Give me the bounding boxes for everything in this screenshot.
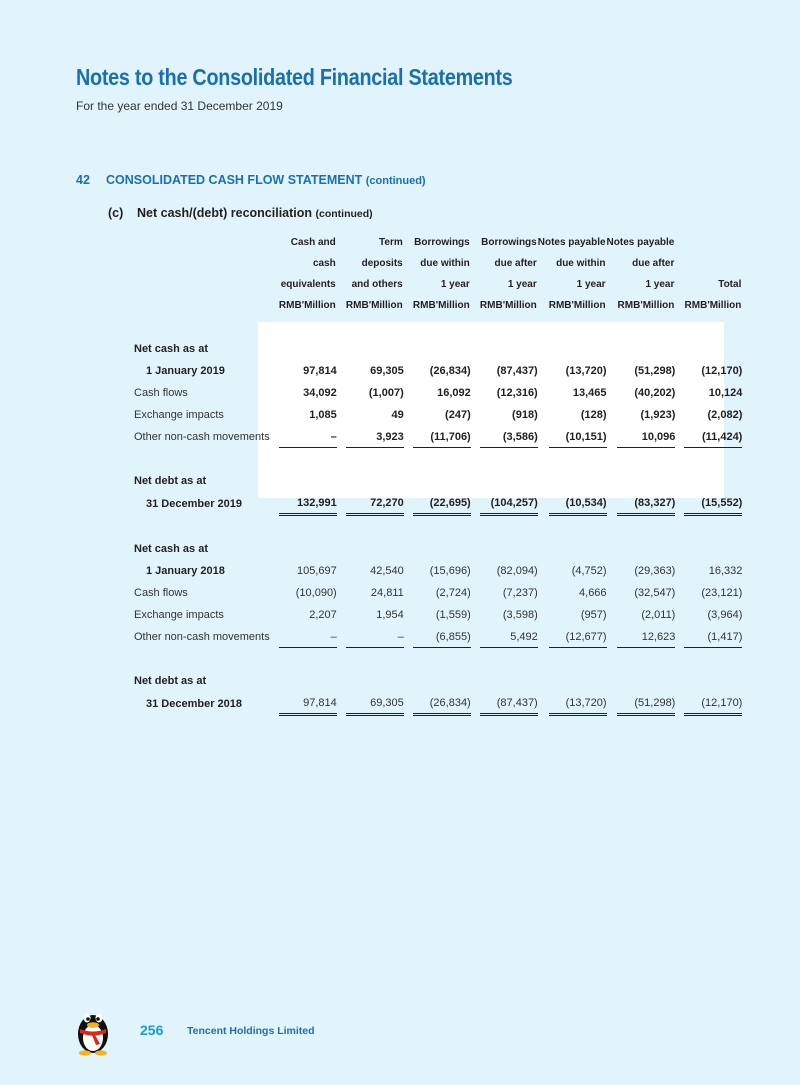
column-header: Total RMB'Million (684, 279, 742, 311)
table-cell: (10,151) (549, 427, 607, 448)
table-cell: 69,305 (346, 693, 404, 716)
column-header: Notes payable due after 1 year RMB'Million (606, 237, 675, 311)
table-cell: 10,096 (617, 427, 675, 448)
subsection-continued: (continued) (315, 208, 373, 220)
table-cell: (15,552) (684, 493, 742, 516)
table-cell: 1,085 (309, 409, 337, 421)
table-cell: (23,121) (701, 587, 743, 599)
table-cell: (2,724) (435, 587, 471, 599)
table-cell: 16,332 (708, 565, 743, 577)
table-cell: (26,834) (413, 693, 471, 716)
table-cell: 49 (391, 409, 404, 421)
table-cell: 13,465 (572, 387, 607, 399)
table-cell: (87,437) (480, 693, 538, 716)
table-row (134, 692, 742, 716)
row-label: 31 December 2018 (146, 698, 243, 710)
column-header: Borrowings due within 1 year RMB'Million (412, 237, 470, 311)
table-cell: 97,814 (303, 365, 337, 377)
table-row (134, 426, 742, 448)
page-subtitle: For the year ended 31 December 2019 (76, 99, 283, 113)
table-cell: (11,424) (684, 427, 742, 448)
subsection-heading (108, 206, 373, 220)
column-header: Borrowings due after 1 year RMB'Million (479, 237, 537, 311)
row-label: Cash flows (134, 587, 188, 599)
table-cell: (3,598) (502, 609, 538, 621)
table-cell: (12,170) (701, 365, 743, 377)
column-header: Term deposits and others RMB'Million (345, 237, 403, 311)
table-cell: (3,586) (480, 427, 538, 448)
row-label: 31 December 2019 (146, 498, 243, 510)
table-row (134, 604, 742, 626)
column-header: Notes payable due within 1 year RMB'Million (537, 237, 606, 311)
table-row (134, 404, 742, 426)
table-cell: (10,090) (295, 587, 337, 599)
row-label: 1 January 2019 (146, 365, 225, 377)
table-cell: (13,720) (549, 693, 607, 716)
row-caption: Net debt as at (134, 475, 207, 487)
table-cell: (12,316) (496, 387, 538, 399)
table-cell: 132,991 (279, 493, 337, 516)
page-number: 256 (140, 1022, 164, 1038)
row-label: Other non-cash movements (134, 631, 270, 643)
table-cell: (247) (445, 409, 471, 421)
table-header-row (134, 232, 742, 316)
table-cell: (7,237) (502, 587, 538, 599)
table-row (134, 626, 742, 648)
table-cell: (12,677) (549, 627, 607, 648)
section-number: 42 (76, 173, 90, 187)
table-cell: 105,697 (296, 565, 337, 577)
table-cell: 1,954 (376, 609, 404, 621)
table-cell: (104,257) (480, 493, 538, 516)
section-title: CONSOLIDATED CASH FLOW STATEMENT (106, 173, 363, 187)
page-title: Notes to the Consolidated Financial Statements (76, 64, 513, 90)
table-row (134, 492, 742, 516)
table-cell: 69,305 (370, 365, 404, 377)
table-cell: (83,327) (617, 493, 675, 516)
section-heading (76, 173, 426, 187)
table-cell: (51,298) (617, 693, 675, 716)
table-cell: 2,207 (309, 609, 337, 621)
subsection-label: (c) (108, 206, 124, 220)
table-row (134, 338, 742, 360)
table-cell: 72,270 (346, 493, 404, 516)
table-cell: (4,752) (571, 565, 607, 577)
table-cell: (40,202) (634, 387, 676, 399)
table-cell: (957) (580, 609, 607, 621)
table-cell: (3,964) (707, 609, 743, 621)
table-cell: 10,124 (708, 387, 743, 399)
table-cell: 12,623 (617, 627, 675, 648)
table-cell: (15,696) (429, 565, 471, 577)
row-caption: Net debt as at (134, 675, 207, 687)
table-cell: (82,094) (496, 565, 538, 577)
table-cell: (87,437) (496, 365, 538, 377)
table-cell: 5,492 (480, 627, 538, 648)
table-cell: (1,007) (368, 387, 404, 399)
table-cell: (11,706) (413, 427, 471, 448)
penguin-mascot-icon (72, 1004, 114, 1056)
table-cell: (51,298) (634, 365, 676, 377)
table-cell: (6,855) (413, 627, 471, 648)
table-cell: (26,834) (429, 365, 471, 377)
table-cell: (12,170) (684, 693, 742, 716)
table-cell: (10,534) (549, 493, 607, 516)
table-row (134, 360, 742, 382)
row-label: Exchange impacts (134, 609, 224, 621)
table-cell: (32,547) (634, 587, 676, 599)
table-cell: (1,923) (640, 409, 676, 421)
table-row (134, 382, 742, 404)
table-cell: – (346, 627, 404, 648)
table-cell: (2,011) (641, 609, 676, 621)
row-label: 1 January 2018 (146, 565, 225, 577)
row-label: Other non-cash movements (134, 431, 270, 443)
subsection-title: Net cash/(debt) reconciliation (137, 206, 313, 220)
table-cell: 34,092 (303, 387, 337, 399)
table-cell: – (279, 427, 337, 448)
table-cell: (29,363) (634, 565, 676, 577)
table-row (134, 560, 742, 582)
table-cell: (22,695) (413, 493, 471, 516)
table-row (134, 670, 742, 692)
table-cell: (1,417) (684, 627, 742, 648)
table-cell: (918) (512, 409, 538, 421)
row-caption: Net cash as at (134, 543, 208, 555)
table-cell: (2,082) (707, 409, 743, 421)
table-cell: 16,092 (437, 387, 471, 399)
row-label: Exchange impacts (134, 409, 224, 421)
table-cell: 42,540 (370, 565, 404, 577)
table-cell: (128) (580, 409, 607, 421)
table-row (134, 470, 742, 492)
section-continued: (continued) (365, 175, 426, 187)
table-cell: (1,559) (435, 609, 471, 621)
reconciliation-table (134, 232, 742, 716)
table-row (134, 538, 742, 560)
table-cell: 4,666 (579, 587, 607, 599)
table-cell: – (279, 627, 337, 648)
table-cell: 97,814 (279, 693, 337, 716)
footer-company: Tencent Holdings Limited (187, 1025, 315, 1037)
table-cell: 3,923 (346, 427, 404, 448)
table-cell: 24,811 (370, 587, 404, 599)
column-header: Cash and cash equivalents RMB'Million (278, 237, 336, 311)
table-cell: (13,720) (565, 365, 607, 377)
row-label: Cash flows (134, 387, 188, 399)
row-caption: Net cash as at (134, 343, 208, 355)
table-row (134, 582, 742, 604)
